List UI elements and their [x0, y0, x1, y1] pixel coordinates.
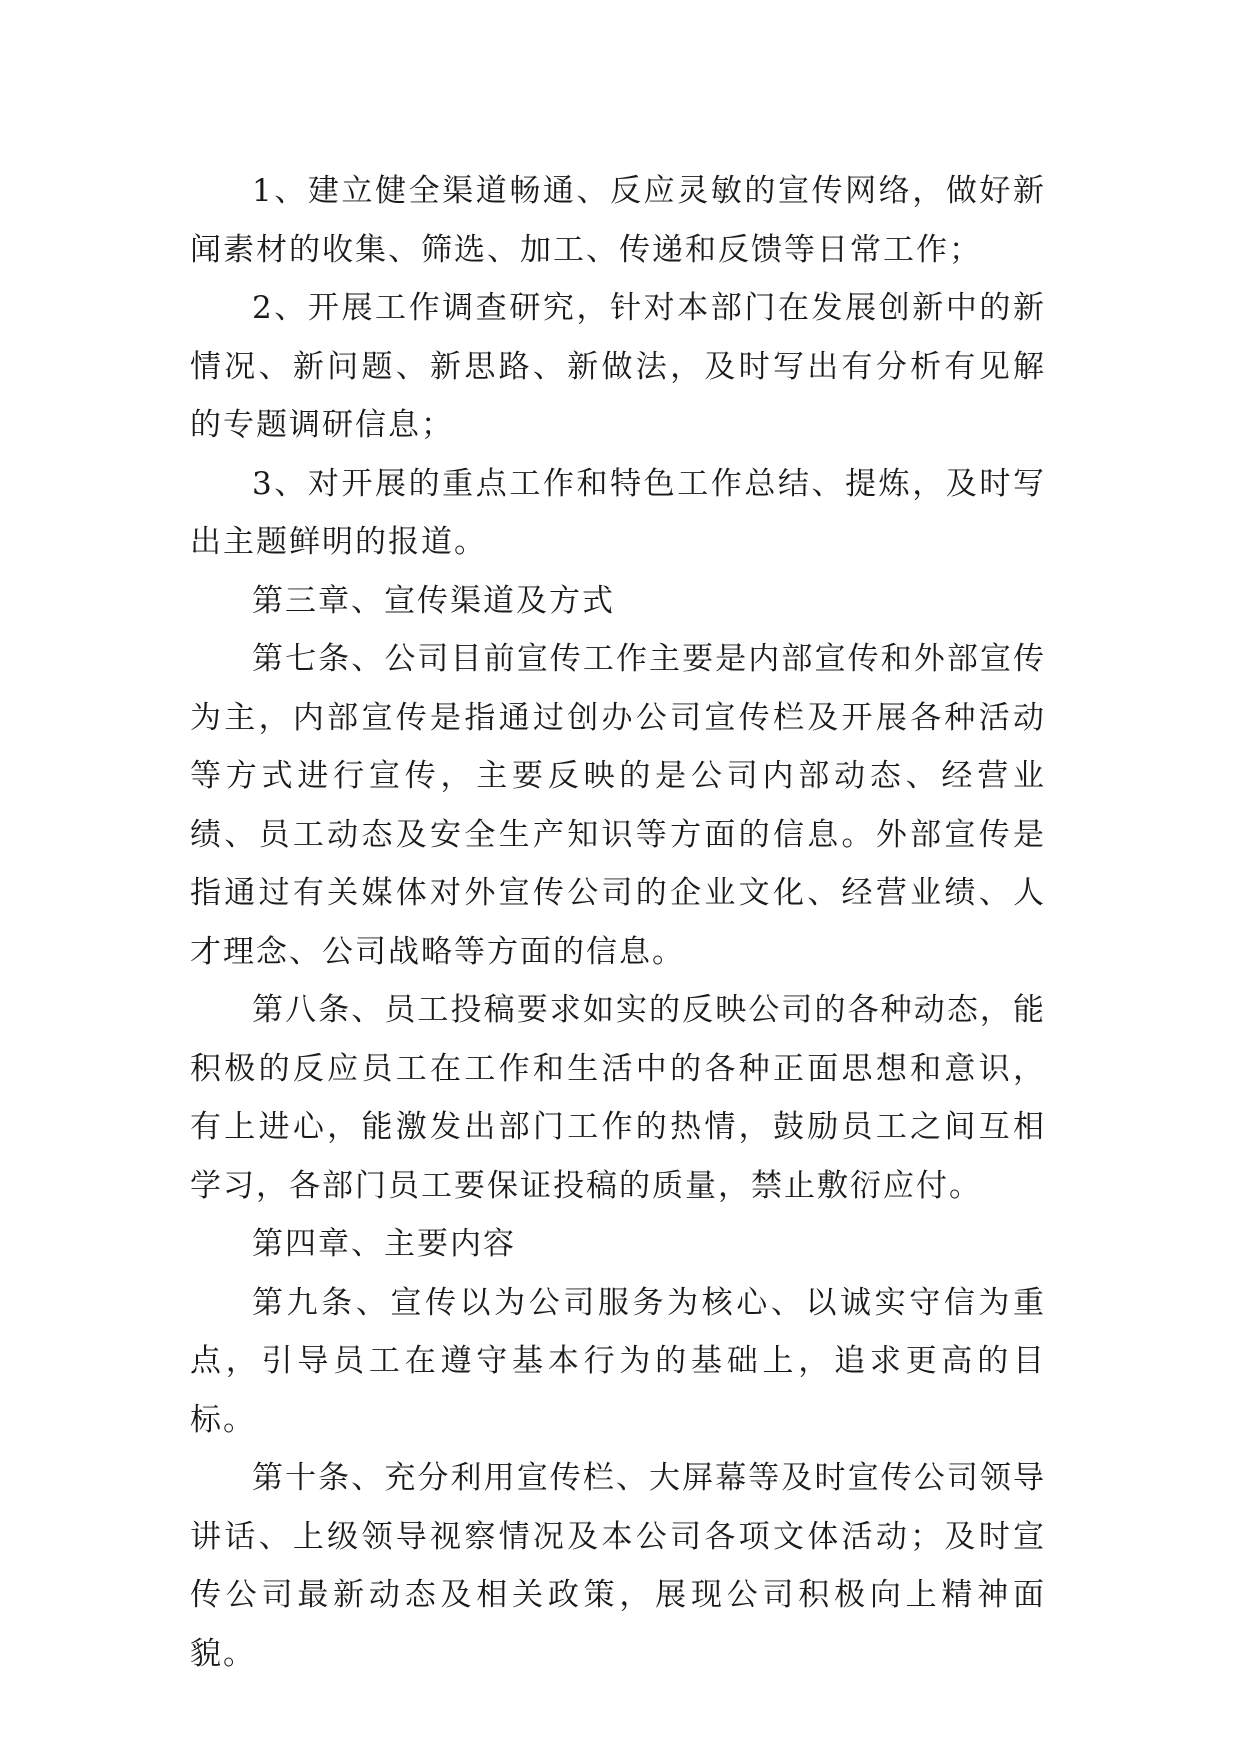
chapter-heading-4: 第四章、主要内容 — [252, 1226, 516, 1262]
article-9: 第九条、宣传以为公司服务为核心、以诚实守信为重点，引导员工在遵守基本行为的基础上，追求更高的目标。 — [190, 1284, 1046, 1438]
document-body — [190, 162, 1046, 1683]
article-8: 第八条、员工投稿要求如实的反映公司的各种动态，能积极的反应员工在工作和生活中的各种正面思想和意识，有上进心，能激发出部门工作的热情，鼓励员工之间互相学习，各部门员工要保证投稿的质量，禁止敷衍应付。 — [190, 992, 1046, 1204]
paragraph-item-3: 3、对开展的重点工作和特色工作总结、提炼，及时写出主题鲜明的报道。 — [190, 465, 1046, 560]
article-10: 第十条、充分利用宣传栏、大屏幕等及时宣传公司领导讲话、上级领导视察情况及本公司各项文体活动；及时宣传公司最新动态及相关政策，展现公司积极向上精神面貌。 — [190, 1460, 1046, 1672]
paragraph-item-1: 1、建立健全渠道畅通、反应灵敏的宣传网络，做好新闻素材的收集、筛选、加工、传递和反馈等日常工作； — [190, 173, 1046, 268]
paragraph-item-2: 2、开展工作调查研究，针对本部门在发展创新中的新情况、新问题、新思路、新做法，及时写出有分析有见解的专题调研信息； — [190, 290, 1046, 443]
article-7: 第七条、公司目前宣传工作主要是内部宣传和外部宣传为主，内部宣传是指通过创办公司宣传栏及开展各种活动等方式进行宣传，主要反映的是公司内部动态、经营业绩、员工动态及安全生产知识等方面的信息。外部宣传是指通过有关媒体对外宣传公司的企业文化、经营业绩、人才理念、公司战略等方面的信息。 — [190, 641, 1046, 970]
chapter-heading-3: 第三章、宣传渠道及方式 — [252, 582, 615, 619]
